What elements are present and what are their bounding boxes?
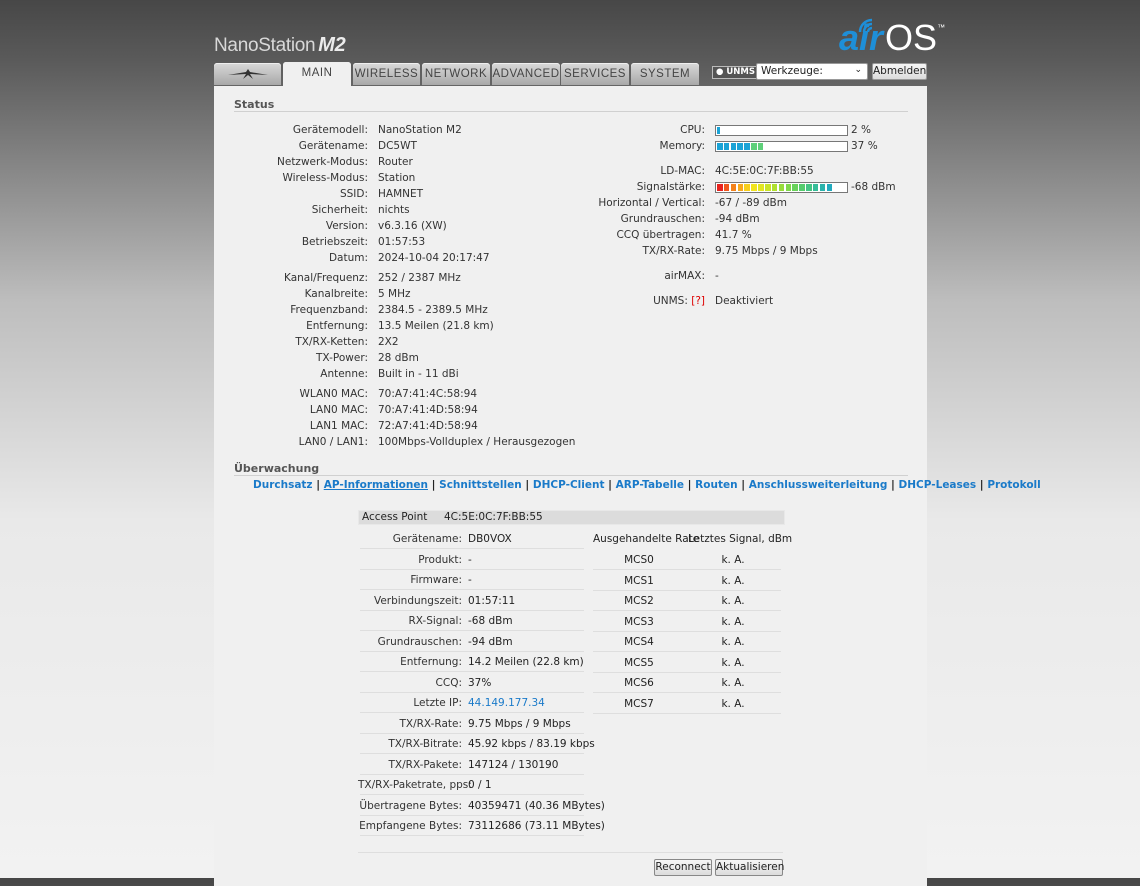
- monitoring-link-protokoll[interactable]: Protokoll: [987, 479, 1041, 491]
- ap-row-value: -94 dBm: [468, 635, 513, 648]
- signal-segment: [772, 184, 778, 191]
- ap-row-value: 9.75 Mbps / 9 Mbps: [468, 717, 571, 730]
- airmax-value: -: [715, 270, 719, 282]
- unms-label: [560, 295, 705, 307]
- link-separator: |: [737, 479, 749, 491]
- status-value: -67 / -89 dBm: [715, 197, 787, 209]
- monitoring-link-schnittstellen[interactable]: Schnittstellen: [439, 479, 522, 491]
- rate-row-divider: [593, 590, 781, 591]
- link-separator: |: [312, 479, 324, 491]
- ap-row-value: 45.92 kbps / 83.19 kbps: [468, 738, 595, 750]
- link-separator: |: [976, 479, 988, 491]
- cpu-bar-fill: [717, 127, 720, 134]
- signal-cell: k. A.: [721, 554, 745, 566]
- status-value: 70:A7:41:4D:58:94: [378, 404, 478, 416]
- signal-bar: [715, 182, 848, 193]
- ap-row-divider: [360, 651, 584, 652]
- ap-row-label: Firmware:: [410, 574, 462, 586]
- tab-network[interactable]: NETWORK: [422, 63, 490, 85]
- ap-row-value: 147124 / 130190: [468, 758, 559, 771]
- status-label: Betriebszeit:: [301, 236, 368, 248]
- product-name: NanoStation: [214, 35, 316, 56]
- signal-segment: [724, 184, 730, 191]
- tab-system[interactable]: SYSTEM: [631, 63, 699, 85]
- signal-segment: [731, 184, 737, 191]
- ap-row-label: TX/RX-Bitrate:: [388, 738, 462, 750]
- signal-header: Letztes Signal, dBm: [688, 533, 793, 545]
- monitoring-link-dhcp-leases[interactable]: DHCP-Leases: [898, 479, 977, 491]
- rate-header: Ausgehandelte Rate: [593, 533, 700, 545]
- ap-row-divider: [360, 774, 584, 775]
- status-value: 2384.5 - 2389.5 MHz: [378, 304, 488, 316]
- status-value: 2024-10-04 20:17:47: [378, 252, 490, 264]
- tab-ubiquiti[interactable]: [214, 63, 281, 85]
- status-value: HAMNET: [378, 188, 424, 200]
- monitoring-links: [253, 479, 1041, 491]
- ap-row-label: Produkt:: [418, 553, 462, 566]
- product-logo: [214, 34, 345, 57]
- status-value: 252 / 2387 MHz: [378, 272, 461, 284]
- unms-label-text: UNMS:: [653, 295, 688, 307]
- memory-segment: [724, 143, 730, 150]
- status-label: Entfernung:: [306, 320, 368, 332]
- memory-segment: [758, 143, 764, 150]
- signal-segment: [806, 184, 812, 191]
- rate-cell: MCS2: [624, 595, 654, 607]
- cpu-bar: [715, 125, 848, 136]
- unms-badge-dot: ●: [716, 67, 727, 77]
- rate-row-divider: [593, 692, 781, 693]
- ap-row-value: 0 / 1: [468, 779, 492, 791]
- ap-row-label: Grundrauschen:: [377, 635, 462, 648]
- ap-row-label: TX/RX-Rate:: [399, 717, 462, 730]
- status-value: 9.75 Mbps / 9 Mbps: [715, 245, 818, 257]
- status-label: Sicherheit:: [311, 204, 368, 216]
- monitoring-link-ap-informationen[interactable]: AP-Informationen: [323, 479, 428, 491]
- ap-row-value: -: [468, 553, 472, 566]
- ap-row-label: Empfangene Bytes:: [359, 820, 462, 832]
- rate-cell: MCS1: [624, 574, 654, 587]
- link-separator: |: [887, 479, 899, 491]
- status-value: 01:57:53: [378, 236, 426, 248]
- monitoring-link-durchsatz[interactable]: Durchsatz: [253, 479, 313, 491]
- signal-cell: k. A.: [721, 574, 745, 587]
- ap-row-divider: [360, 712, 584, 713]
- signal-segment: [751, 184, 757, 191]
- rate-cell: MCS5: [624, 656, 654, 669]
- status-label: Kanal/Frequenz:: [284, 272, 368, 284]
- ap-row-value: 37%: [468, 676, 492, 689]
- ap-row-value: 40359471 (40.36 MBytes): [468, 799, 605, 812]
- status-value: 70:A7:41:4C:58:94: [378, 388, 478, 400]
- status-value: 13.5 Meilen (21.8 km): [378, 320, 494, 332]
- status-label: Gerätemodell:: [292, 124, 368, 136]
- cpu-label: CPU:: [680, 124, 705, 136]
- tools-select[interactable]: [756, 63, 868, 80]
- ap-row-label: Verbindungszeit:: [373, 594, 462, 607]
- status-label: SSID:: [339, 188, 368, 200]
- ap-row-divider: [360, 630, 584, 631]
- ap-row-label: TX/RX-Paketrate, pps:: [358, 779, 472, 791]
- cpu-value: 2 %: [851, 124, 871, 136]
- signal-cell: k. A.: [721, 656, 745, 669]
- rate-row-divider: [593, 713, 781, 714]
- link-separator: |: [684, 479, 696, 491]
- ap-row-value: 14.2 Meilen (22.8 km): [468, 656, 584, 668]
- ap-header: [358, 510, 785, 525]
- ap-row-value: DB0VOX: [468, 533, 512, 545]
- status-label: TX-Power:: [316, 352, 368, 364]
- status-value: DC5WT: [378, 140, 417, 152]
- ap-row-divider: [360, 589, 584, 590]
- status-value: Router: [378, 156, 413, 168]
- status-label: LAN0 MAC:: [309, 404, 368, 416]
- memory-label: Memory:: [659, 140, 705, 152]
- link-separator: |: [604, 479, 616, 491]
- ap-row-divider: [360, 610, 584, 611]
- status-label: Datum:: [328, 252, 368, 264]
- memory-bar: [715, 141, 848, 152]
- link-separator: |: [521, 479, 533, 491]
- chevron-down-icon: ⌄: [854, 65, 862, 75]
- ldmac-value: 4C:5E:0C:7F:BB:55: [715, 165, 814, 177]
- status-label: LAN1 MAC:: [309, 420, 368, 432]
- signal-segment: [779, 184, 785, 191]
- rate-row-divider: [593, 651, 781, 652]
- ap-row-label: Übertragene Bytes:: [359, 799, 462, 812]
- status-label: Version:: [325, 220, 368, 232]
- rate-row-divider: [593, 610, 781, 611]
- ap-row-divider: [360, 692, 584, 693]
- status-value: 28 dBm: [378, 352, 419, 364]
- rate-row-divider: [593, 569, 781, 570]
- ubiquiti-logo-icon: [226, 67, 270, 81]
- status-divider: [234, 111, 908, 112]
- rate-cell: MCS6: [624, 677, 654, 689]
- signal-value: -68 dBm: [851, 181, 896, 193]
- status-value: Built in - 11 dBi: [378, 368, 459, 380]
- ldmac-label: LD-MAC:: [660, 165, 705, 177]
- ap-bottom-divider: [358, 852, 783, 853]
- signal-cell: k. A.: [721, 615, 745, 628]
- ap-row-label: CCQ:: [435, 676, 462, 689]
- status-label: WLAN0 MAC:: [299, 388, 368, 400]
- status-value: Station: [378, 172, 416, 184]
- signal-segment: [786, 184, 792, 191]
- status-title: Status: [234, 98, 275, 111]
- ap-row-label: Gerätename:: [392, 533, 462, 545]
- tab-services[interactable]: SERVICES: [561, 63, 629, 85]
- ap-row-value: 73112686 (73.11 MBytes): [468, 820, 605, 832]
- ap-row-value: -: [468, 574, 472, 586]
- signal-segment: [738, 184, 744, 191]
- signal-cell: k. A.: [721, 677, 745, 689]
- ap-row-label: TX/RX-Pakete:: [388, 758, 462, 771]
- status-value: 100Mbps-Vollduplex / Herausgezogen: [378, 436, 576, 448]
- rate-cell: MCS3: [624, 615, 654, 628]
- status-label: Frequenzband:: [290, 304, 368, 316]
- ap-row-value: 01:57:11: [468, 594, 516, 607]
- ap-header-label: Access Point: [362, 511, 428, 523]
- ap-row-label: Entfernung:: [400, 656, 462, 668]
- status-label: TX/RX-Rate:: [642, 245, 705, 257]
- ap-row-divider: [360, 671, 584, 672]
- ap-row-divider: [360, 733, 584, 734]
- signal-cell: k. A.: [721, 697, 745, 710]
- memory-segment: [737, 143, 743, 150]
- link-separator: |: [427, 479, 440, 491]
- signal-segment: [827, 184, 833, 191]
- reconnect-button[interactable]: Reconnect: [654, 859, 712, 876]
- tab-wireless[interactable]: WIRELESS: [353, 63, 420, 85]
- status-value: 41.7 %: [715, 229, 752, 241]
- monitoring-link-anschlussweiterleitung[interactable]: Anschlussweiterleitung: [748, 479, 888, 491]
- ap-row-divider: [360, 569, 584, 570]
- refresh-button[interactable]: Aktualisieren: [715, 859, 783, 876]
- unms-badge-label: UNMS: [726, 67, 755, 77]
- signal-segment: [744, 184, 750, 191]
- airmax-label: airMAX:: [664, 270, 705, 282]
- memory-segment: [744, 143, 750, 150]
- status-label: Gerätename:: [298, 140, 368, 152]
- monitoring-divider: [234, 475, 908, 476]
- rate-cell: MCS4: [624, 636, 654, 648]
- memory-segment: [717, 143, 723, 150]
- status-value: v6.3.16 (XW): [378, 220, 447, 232]
- status-label: Grundrauschen:: [620, 213, 705, 225]
- signal-segment: [758, 184, 764, 191]
- signal-segment: [820, 184, 826, 191]
- ap-header-mac: 4C:5E:0C:7F:BB:55: [444, 511, 543, 523]
- status-label: Kanalbreite:: [304, 288, 368, 300]
- memory-value: 37 %: [851, 140, 878, 152]
- airos-logo-air: air: [839, 17, 884, 58]
- signal-segment: [792, 184, 798, 191]
- rate-row-divider: [593, 672, 781, 673]
- status-label: Wireless-Modus:: [282, 172, 368, 184]
- signal-label: Signalstärke:: [636, 181, 705, 193]
- ap-row-divider: [360, 835, 584, 836]
- unms-help-link[interactable]: [?]: [691, 295, 705, 307]
- memory-segment: [731, 143, 737, 150]
- signal-segment: [717, 184, 723, 191]
- unms-badge[interactable]: [712, 66, 759, 79]
- logout-button[interactable]: Abmelden: [872, 63, 927, 80]
- status-value: nichts: [378, 204, 410, 216]
- ap-row-value: -68 dBm: [468, 615, 513, 627]
- monitoring-title: Überwachung: [234, 462, 320, 475]
- airos-logo: [839, 17, 945, 59]
- ap-row-label: Letzte IP:: [413, 697, 462, 709]
- ap-row-label: RX-Signal:: [408, 615, 462, 627]
- status-value: 5 MHz: [378, 288, 411, 300]
- status-value: 72:A7:41:4D:58:94: [378, 420, 478, 432]
- status-label: Netzwerk-Modus:: [277, 156, 368, 168]
- signal-segment: [813, 184, 819, 191]
- status-label: Antenne:: [320, 368, 368, 380]
- signal-segment: [765, 184, 771, 191]
- tools-select-value: Werkzeuge:: [761, 65, 823, 77]
- monitoring-link-arp-tabelle[interactable]: ARP-Tabelle: [615, 479, 685, 491]
- signal-segment: [799, 184, 805, 191]
- tab-advanced[interactable]: ADVANCED: [492, 63, 560, 85]
- status-value: NanoStation M2: [378, 124, 462, 136]
- product-model: M2: [318, 34, 346, 56]
- rate-cell: MCS0: [624, 554, 654, 566]
- memory-segment: [751, 143, 757, 150]
- status-value: -94 dBm: [715, 213, 760, 225]
- rate-row-divider: [593, 631, 781, 632]
- tab-main[interactable]: MAIN: [283, 62, 351, 86]
- monitoring-link-dhcp-client[interactable]: DHCP-Client: [532, 479, 605, 491]
- rate-cell: MCS7: [624, 697, 654, 710]
- unms-value: Deaktiviert: [715, 295, 774, 307]
- status-label: TX/RX-Ketten:: [295, 336, 368, 348]
- ap-row-divider: [360, 548, 584, 549]
- ap-row-divider: [360, 794, 584, 795]
- airos-logo-os: OS: [885, 17, 938, 58]
- status-label: Horizontal / Vertical:: [598, 197, 705, 209]
- ap-row-divider: [360, 815, 584, 816]
- status-value: 2X2: [378, 336, 399, 348]
- last-ip-link[interactable]: 44.149.177.34: [468, 697, 545, 709]
- status-label: CCQ übertragen:: [616, 229, 705, 241]
- trademark: ™: [937, 23, 946, 32]
- signal-cell: k. A.: [721, 595, 745, 607]
- signal-cell: k. A.: [721, 636, 745, 648]
- ap-row-divider: [360, 753, 584, 754]
- monitoring-link-routen[interactable]: Routen: [695, 479, 738, 491]
- status-label: LAN0 / LAN1:: [298, 436, 368, 448]
